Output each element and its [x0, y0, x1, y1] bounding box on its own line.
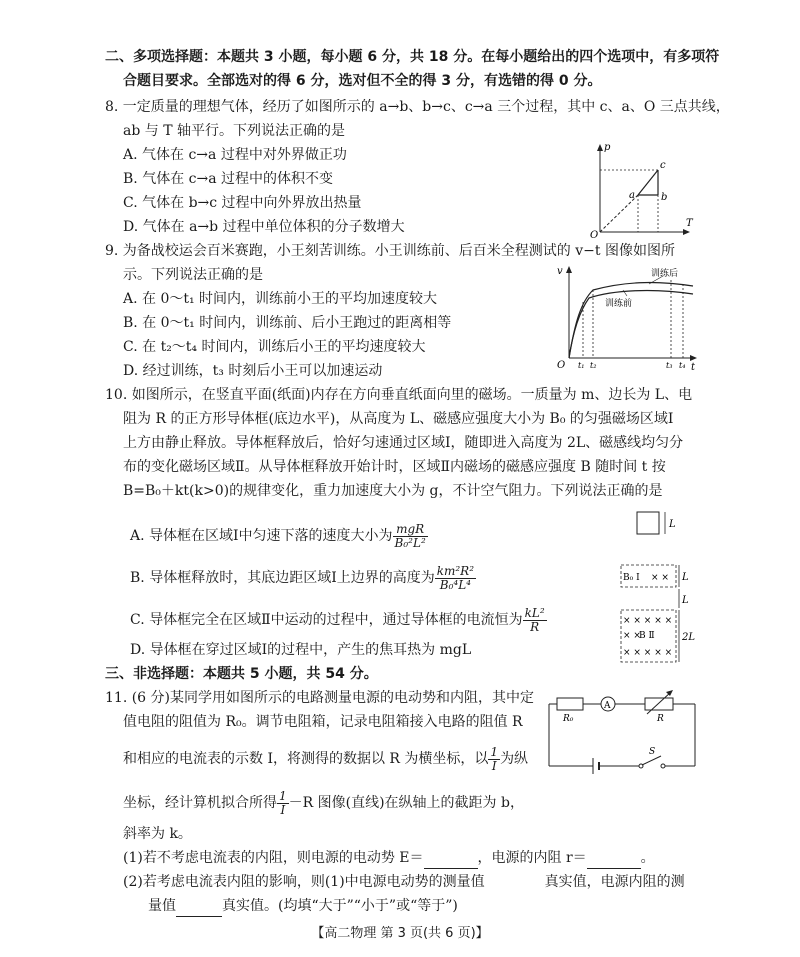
q10-option-d: D. 导体框在穿过区域Ⅰ的过程中，产生的焦耳热为 mgL — [130, 642, 472, 658]
page-footer: 【高二物理 第 3 页(共 6 页)】 — [311, 926, 489, 941]
q11-fraction-1-over-i: $\frac{1}{I}$ — [490, 744, 499, 773]
q11-stem-4: 坐标，经计算机拟合所得 $\frac{1}{I}$ －R 图像(直线)在纵轴上的截距为 b， — [123, 788, 524, 817]
q10-option-b-text: B. 导体框释放时，其底边距区域Ⅰ上边界的高度为 — [130, 570, 435, 586]
q9-fig-v: v — [557, 266, 563, 277]
q11-blank-internal-resistance[interactable] — [587, 848, 641, 869]
q11-fig-switch: S — [649, 747, 656, 757]
section3-heading: 三、非选择题：本题共 5 小题，共 54 分。 — [105, 666, 378, 682]
q11-circuit-diagram — [545, 688, 700, 778]
q11-part2-cont: 量值 真实值。(均填“大于”“小于”或“等于”) — [148, 896, 458, 917]
q9-fig-o: O — [557, 360, 566, 371]
q10-fig-2l: 2L — [682, 632, 696, 643]
q9-fig-t2: t₂ — [590, 361, 597, 370]
q8-option-c: C. 气体在 b→c 过程中向外界放出热量 — [123, 195, 362, 211]
q8-stem: 8. 一定质量的理想气体，经历了如图所示的 a→b、b→c、c→a 三个过程，其中 c、a、O 三点共线， — [105, 99, 730, 115]
q11-fig-r: R — [657, 714, 664, 724]
q8-pt-graph — [588, 140, 698, 240]
q9-stem-cont: 示。下列说法正确的是 — [123, 267, 263, 283]
q9-fig-t3: t₃ — [666, 361, 673, 370]
svg-text:× × × × ×: × × × × × — [623, 648, 673, 658]
q8-stem-cont: ab 与 T 轴平行。下列说法正确的是 — [123, 123, 345, 139]
q10-option-b-fraction: $\frac{\text{km²R²}}{\text{B₀⁴L⁴}}$ — [436, 563, 475, 592]
q11-stem-3: 和相应的电流表的示数 I，将测得的数据以 R 为横坐标，以 $\frac{1}{I}$ 为纵 — [123, 744, 529, 773]
q10-option-a-fraction: $\frac{\text{mgR}}{\text{B₀²L²}}$ — [394, 521, 426, 550]
q9-option-c: C. 在 t₂～t₄ 时间内，训练后小王的平均速度较大 — [123, 339, 426, 355]
svg-text:× ×: × × — [623, 631, 641, 641]
q10-stem-5: B=B₀＋kt(k>0)的规律变化，重力加速度大小为 g，不计空气阻力。下列说法正确的是 — [123, 483, 663, 499]
q9-fig-t: t — [691, 362, 696, 372]
q9-fig-t4: t₄ — [679, 361, 686, 370]
q8-fig-o: O — [590, 230, 599, 240]
q9-fig-after: 训练后 — [651, 269, 679, 279]
section2-heading: 二、多项选择题：本题共 3 小题，每小题 6 分，共 18 分。在每小题给出的四个选项中，有多项符 — [105, 49, 720, 65]
q9-stem: 9. 为备战校运会百米赛跑，小王刻苦训练。小王训练前、后百米全程测试的 v−t 图像如图所 — [105, 243, 675, 259]
q8-option-a: A. 气体在 c→a 过程中对外界做正功 — [123, 147, 347, 163]
q11-blank-resistance-compare[interactable] — [176, 896, 222, 917]
q10-option-c-text: C. 导体框完全在区域Ⅱ中运动的过程中，通过导体框的电流恒为 — [130, 612, 523, 628]
q8-fig-b: b — [661, 192, 668, 203]
q10-option-c-fraction: $\frac{\text{kL²}}{R}$ — [524, 605, 545, 634]
q8-fig-t: T — [686, 218, 693, 229]
q8-option-d: D. 气体在 a→b 过程中单位体积的分子数增大 — [123, 219, 405, 235]
q8-fig-c: c — [660, 160, 666, 171]
q9-fig-t1: t₁ — [578, 361, 585, 370]
q11-blank-emf-compare[interactable] — [485, 872, 545, 893]
q10-fig-region1: B₀ Ⅰ — [623, 573, 640, 583]
q11-stem-5: 斜率为 k。 — [123, 826, 192, 842]
q9-option-b: B. 在 0～t₁ 时间内，训练前、后小王跑过的距离相等 — [123, 315, 452, 331]
q9-vt-graph — [553, 262, 703, 372]
q11-part2: (2)若考虑电流表内阻的影响，则(1)中电源电动势的测量值 真实值，电源内阻的测 — [123, 872, 685, 893]
q10-fig-region1-l: L — [682, 572, 689, 583]
q11-stem-2: 值电阻的阻值为 R₀。调节电阻箱，记录电阻箱接入电路的阻值 R — [123, 714, 523, 730]
svg-text:× × × × ×: × × × × × — [623, 616, 673, 626]
q10-option-c — [130, 602, 547, 638]
q11-blank-emf[interactable] — [424, 848, 478, 869]
q10-stem-4: 布的变化磁场区域Ⅱ。从导体框释放开始计时，区域Ⅱ内磁场的磁感应强度 B 随时间 t 按 — [123, 459, 666, 475]
q11-fig-ammeter: A — [604, 701, 611, 711]
q10-stem: 10. 如图所示，在竖直平面(纸面)内存在方向垂直纸面向里的磁场。一质量为 m、边长为 L、电 — [105, 387, 693, 403]
q10-fig-frame-l: L — [669, 519, 676, 530]
q9-option-a: A. 在 0～t₁ 时间内，训练前小王的平均加速度较大 — [123, 291, 438, 307]
q10-option-a — [130, 518, 428, 554]
q9-option-d: D. 经过训练，t₃ 时刻后小王可以加速运动 — [123, 363, 383, 379]
q10-field-diagram — [615, 510, 705, 670]
q10-option-b — [130, 560, 476, 596]
q11-part1: (1)若不考虑电流表的内阻，则电源的电动势 E＝ ，电源的内阻 r＝ 。 — [123, 848, 655, 869]
q10-stem-2: 阻为 R 的正方形导体框(底边水平)，从高度为 L、磁感应强度大小为 B₀ 的匀强磁场区域Ⅰ — [123, 411, 674, 427]
q11-stem: 11. (6 分)某同学用如图所示的电路测量电源的电动势和内阻，其中定 — [105, 690, 534, 706]
q8-fig-a: a — [629, 190, 635, 201]
q10-fig-gap-l: L — [682, 595, 689, 606]
section2-heading-cont: 合题目要求。全部选对的得 6 分，选对但不全的得 3 分，有选错的得 0 分。 — [123, 73, 602, 89]
q8-option-b: B. 气体在 c→a 过程中的体积不变 — [123, 171, 334, 187]
q10-stem-3: 上方由静止释放。导体框释放后，恰好匀速通过区域Ⅰ，随即进入高度为 2L、磁感线均匀分 — [123, 435, 684, 451]
q11-fig-r0: R₀ — [563, 714, 574, 724]
svg-text:× ×: × × — [651, 573, 669, 583]
q8-fig-p: p — [604, 142, 611, 153]
q10-option-a-text: A. 导体框在区域Ⅰ中匀速下落的速度大小为 — [130, 528, 393, 544]
q10-fig-region2: B Ⅱ — [639, 631, 655, 641]
q9-fig-before: 训练前 — [605, 299, 633, 309]
q11-fraction-1-over-i-2: $\frac{1}{I}$ — [279, 788, 287, 817]
